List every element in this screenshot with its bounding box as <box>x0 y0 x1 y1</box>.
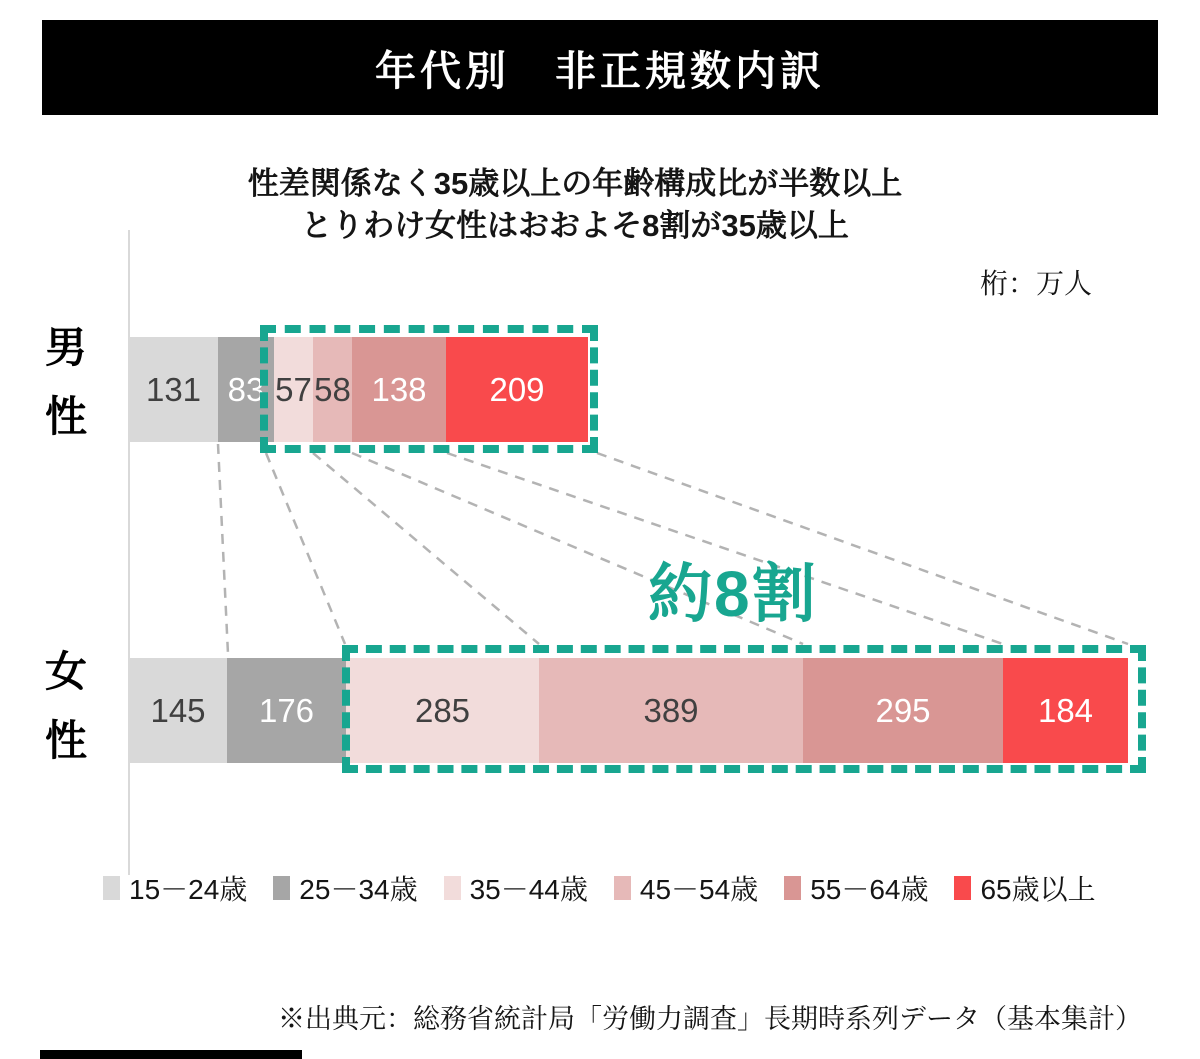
legend-swatch <box>444 876 461 900</box>
legend-item <box>103 868 247 908</box>
legend-label: 15－24歳 <box>129 874 248 905</box>
source-note: ※出典元：総務省統計局「労働力調査」長期時系列データ（基本集計） <box>278 1004 1142 1034</box>
legend-label: 35－44歳 <box>469 874 588 905</box>
legend <box>103 868 1096 908</box>
bar-segment: 176 <box>227 658 346 763</box>
bar-segment: 58 <box>313 337 352 442</box>
bar-segment: 145 <box>129 658 227 763</box>
unit-label: 桁：万人 <box>979 268 1092 299</box>
legend-swatch <box>103 876 120 900</box>
legend-item <box>784 868 928 908</box>
bar-segment: 138 <box>352 337 446 442</box>
legend-item <box>273 868 417 908</box>
legend-label: 65歳以上 <box>980 874 1096 905</box>
legend-swatch <box>614 876 631 900</box>
female-highlight-box <box>342 645 1146 773</box>
page-title: 年代別 非正規数内訳 <box>375 48 825 94</box>
legend-item <box>954 868 1095 908</box>
connector-line-3 <box>313 453 539 644</box>
legend-label: 55－64歳 <box>810 874 929 905</box>
bar-segment: 57 <box>274 337 313 442</box>
legend-item <box>614 868 758 908</box>
male-row-label: 男性 <box>44 324 87 440</box>
legend-label: 25－34歳 <box>299 874 418 905</box>
bar-segment: 285 <box>346 658 539 763</box>
legend-item <box>444 868 588 908</box>
subtitle-line-1: 性差関係なく35歳以上の年齢構成比が半数以上 <box>247 166 903 201</box>
legend-swatch <box>784 876 801 900</box>
legend-swatch <box>954 876 971 900</box>
male-highlight-box <box>260 325 598 453</box>
connector-line-2 <box>266 453 345 644</box>
bar-segment: 131 <box>129 337 218 442</box>
bar-segment: 295 <box>803 658 1003 763</box>
female-row-label: 女性 <box>44 648 87 764</box>
bar-segment: 389 <box>539 658 803 763</box>
connector-line-1 <box>218 444 228 654</box>
bar-segment: 83 <box>218 337 274 442</box>
legend-label: 45－54歳 <box>639 874 759 905</box>
subtitle-line-2: とりわけ女性はおおよそ8割が35歳以上 <box>301 208 849 243</box>
bar-segment: 184 <box>1003 658 1128 763</box>
bar-segment: 209 <box>446 337 588 442</box>
legend-swatch <box>273 876 290 900</box>
approx-80-percent-annotation: 約8割 <box>648 558 818 630</box>
